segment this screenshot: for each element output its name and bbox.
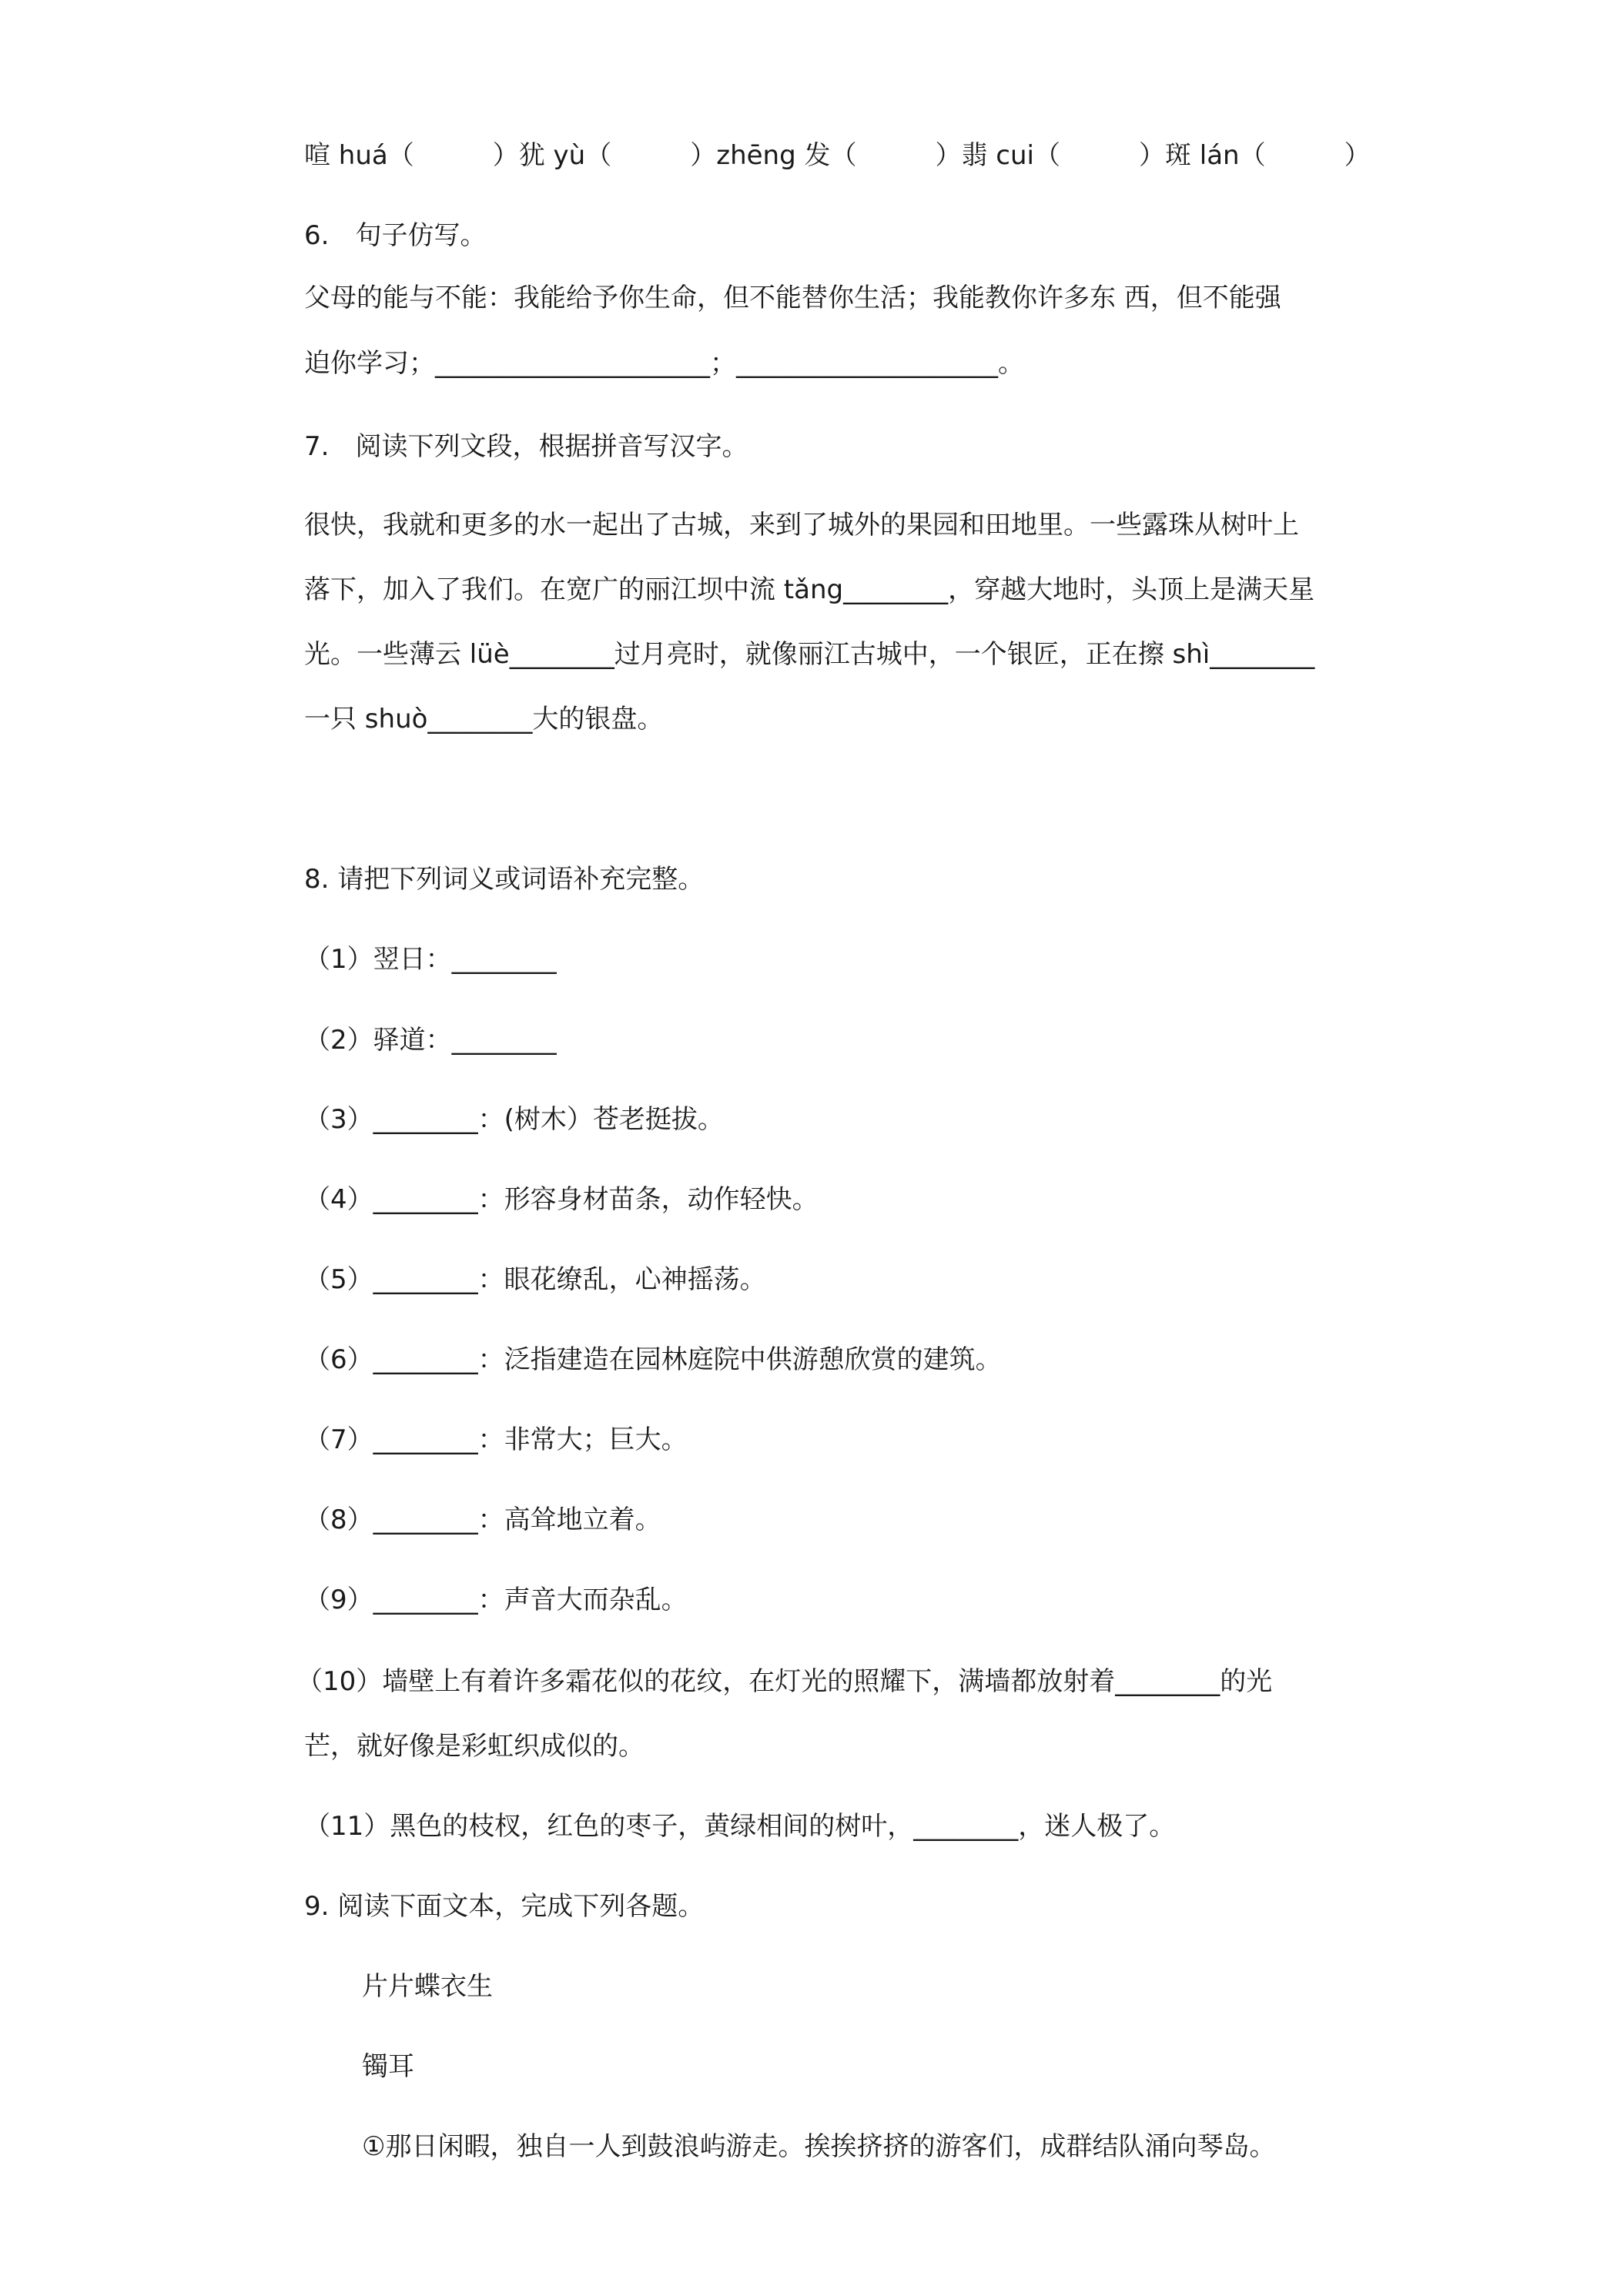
q8-item-8: （8）________：高耸地立着。 (304, 1504, 661, 1535)
q8-item-5: （5）________：眼花缭乱，心神摇荡。 (304, 1264, 766, 1295)
q6-text-1: 父母的能与不能：我能给予你生命，但不能替你生活；我能教你许多东 西，但不能强 (304, 283, 1281, 313)
q8-item-7: （7）________：非常大；巨大。 (304, 1424, 688, 1455)
q8-item-10-b: 芒，就好像是彩虹织成似的。 (304, 1731, 645, 1762)
q8-item-4: （4）________：形容身材苗条，动作轻快。 (304, 1184, 819, 1215)
essay-author: 镯耳 (362, 2051, 414, 2082)
q8-item-6: （6）________：泛指建造在园林庭院中供游憩欣赏的建筑。 (304, 1344, 1002, 1375)
q7-text-1: 很快，我就和更多的水一起出了古城，来到了城外的果园和田地里。一些露珠从树叶上 (304, 510, 1299, 541)
q8-item-1: （1）翌日：________ (304, 944, 557, 975)
q8-item-9: （9）________：声音大而杂乱。 (304, 1585, 688, 1615)
q7-text-2: 落下，加入了我们。在宽广的丽江坝中流 tǎng________，穿越大地时，头顶上是满天星 (304, 574, 1315, 605)
q8-item-2: （2）驿道：________ (304, 1025, 557, 1056)
q7-text-3: 光。一些薄云 lüè________过月亮时，就像丽江古城中，一个银匠，正在擦 shì________ (304, 639, 1315, 670)
q9-heading: 9. 阅读下面文本，完成下列各题。 (304, 1891, 705, 1922)
q7-heading: 7. 阅读下列文段，根据拼音写汉字。 (304, 431, 748, 462)
q6-text-2: 迫你学习；_____________________；____________________。 (304, 348, 1024, 379)
essay-paragraph-1: ①那日闲暇，独自一人到鼓浪屿游走。挨挨挤挤的游客们，成群结队涌向琴岛。 (362, 2131, 1276, 2162)
q6-heading: 6. 句子仿写。 (304, 220, 487, 251)
q8-item-3: （3）________：(树木）苍老挺拔。 (304, 1104, 724, 1135)
q8-item-11: （11）黑色的枝杈，红色的枣子，黄绿相间的树叶，________，迷人极了。 (304, 1811, 1176, 1842)
q8-item-10-a: （10）墙壁上有着许多霜花似的花纹，在灯光的照耀下，满墙都放射着________的光 (296, 1666, 1273, 1697)
q7-text-4: 一只 shuò________大的银盘。 (304, 704, 664, 735)
line-1-pinyin-blanks: 喧 huá（ ）犹 yù（ ）zhēng 发（ ）翡 cui（ ）斑 lán（ ） (304, 140, 1371, 171)
q8-heading: 8. 请把下列词义或词语补充完整。 (304, 864, 705, 895)
essay-title: 片片蝶衣生 (362, 1971, 493, 2002)
